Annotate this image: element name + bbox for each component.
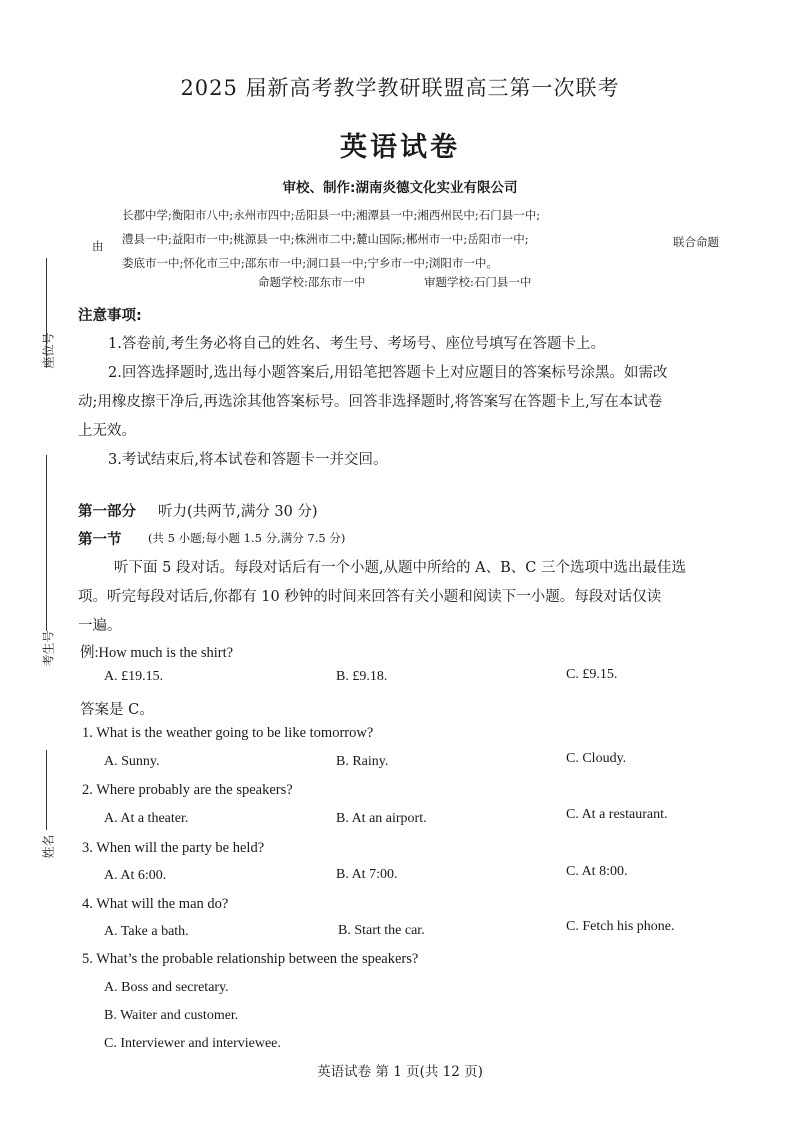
exam-no-label: 考生号 bbox=[41, 630, 56, 667]
instruction-line: 项。听完每段对话后,你都有 10 秒钟的时间来回答有关小题和阅读下一小题。每段对话仅读 bbox=[78, 589, 662, 605]
example-option-a: A. £19.15. bbox=[104, 669, 164, 684]
q5-option-b: B. Waiter and customer. bbox=[104, 1008, 239, 1023]
page-footer: 英语试卷 第 1 页(共 12 页) bbox=[317, 1064, 483, 1080]
q1-option-a: A. Sunny. bbox=[104, 754, 160, 769]
name-label: 姓名 bbox=[41, 834, 56, 859]
example-option-c: C. £9.15. bbox=[566, 667, 618, 682]
question-3: 3. When will the party be held? bbox=[82, 840, 265, 856]
q2-option-c: C. At a restaurant. bbox=[566, 807, 668, 822]
exam-title: 2025 届新高考教学教研联盟高三第一次联考 bbox=[180, 76, 620, 100]
example-prompt: 例:How much is the shirt? bbox=[80, 645, 234, 661]
q4-option-b: B. Start the car. bbox=[338, 923, 425, 938]
q1-option-c: C. Cloudy. bbox=[566, 751, 627, 766]
setter-school: 命题学校:邵东市一中 bbox=[258, 275, 366, 289]
q4-option-c: C. Fetch his phone. bbox=[566, 919, 675, 934]
notice-item: 动;用橡皮擦干净后,再选涂其他答案标号。回答非选择题时,将答案写在答题卡上,写在本试卷 bbox=[78, 394, 663, 410]
notice-item: 1.答卷前,考生务必将自己的姓名、考生号、考场号、座位号填写在答题卡上。 bbox=[108, 336, 605, 352]
q2-option-b: B. At an airport. bbox=[336, 811, 427, 826]
producer-line: 审校、制作:湖南炎德文化实业有限公司 bbox=[282, 180, 518, 196]
school-line: 娄底市一中;怀化市三中;邵东市一中;洞口县一中;宁乡市一中;浏阳市一中。 bbox=[122, 256, 498, 270]
instruction-line: 听下面 5 段对话。每段对话后有一个小题,从题中所给的 A、B、C 三个选项中选出最佳选 bbox=[114, 560, 686, 576]
notice-item: 上无效。 bbox=[78, 423, 136, 439]
example-answer: 答案是 C。 bbox=[80, 702, 154, 718]
notice-item: 3.考试结束后,将本试卷和答题卡一并交回。 bbox=[108, 452, 388, 468]
notice-title: 注意事项: bbox=[78, 308, 142, 324]
part-heading-detail: 听力(共两节,满分 30 分) bbox=[158, 504, 318, 520]
joint-label: 联合命题 bbox=[673, 235, 719, 249]
section-detail: (共 5 小题;每小题 1.5 分,满分 7.5 分) bbox=[148, 531, 346, 545]
notice-item: 2.回答选择题时,选出每小题答案后,用铅笔把答题卡上对应题目的答案标号涂黑。如需改 bbox=[108, 365, 668, 381]
part-heading: 第一部分 bbox=[78, 504, 136, 520]
section-heading: 第一节 bbox=[78, 532, 122, 548]
q4-option-a: A. Take a bath. bbox=[104, 924, 189, 939]
school-list bbox=[122, 203, 540, 275]
reviewer-school: 审题学校:石门县一中 bbox=[424, 275, 532, 289]
q3-option-a: A. At 6:00. bbox=[104, 868, 167, 883]
school-line: 长郡中学;衡阳市八中;永州市四中;岳阳县一中;湘潭县一中;湘西州民中;石门县一中; bbox=[122, 208, 541, 222]
q1-option-b: B. Rainy. bbox=[336, 754, 389, 769]
question-1: 1. What is the weather going to be like tomorrow? bbox=[82, 725, 374, 741]
q5-option-c: C. Interviewer and interviewee. bbox=[104, 1036, 281, 1051]
q2-option-a: A. At a theater. bbox=[104, 811, 189, 826]
seat-label: 座位号 bbox=[41, 332, 56, 369]
school-line: 澧县一中;益阳市一中;桃源县一中;株洲市二中;麓山国际;郴州市一中;岳阳市一中; bbox=[122, 232, 529, 246]
instruction-line: 一遍。 bbox=[78, 618, 122, 634]
by-char: 由 bbox=[92, 239, 104, 253]
example-option-b: B. £9.18. bbox=[336, 669, 388, 684]
q3-option-b: B. At 7:00. bbox=[336, 867, 398, 882]
name-field-line bbox=[46, 750, 47, 830]
exam-no-field-line bbox=[46, 455, 47, 631]
question-2: 2. Where probably are the speakers? bbox=[82, 782, 293, 798]
q5-option-a: A. Boss and secretary. bbox=[104, 980, 229, 995]
question-4: 4. What will the man do? bbox=[82, 896, 229, 912]
q3-option-c: C. At 8:00. bbox=[566, 864, 628, 879]
question-5: 5. What’s the probable relationship between the speakers? bbox=[82, 951, 419, 967]
paper-title: 英语试卷 bbox=[340, 132, 460, 163]
